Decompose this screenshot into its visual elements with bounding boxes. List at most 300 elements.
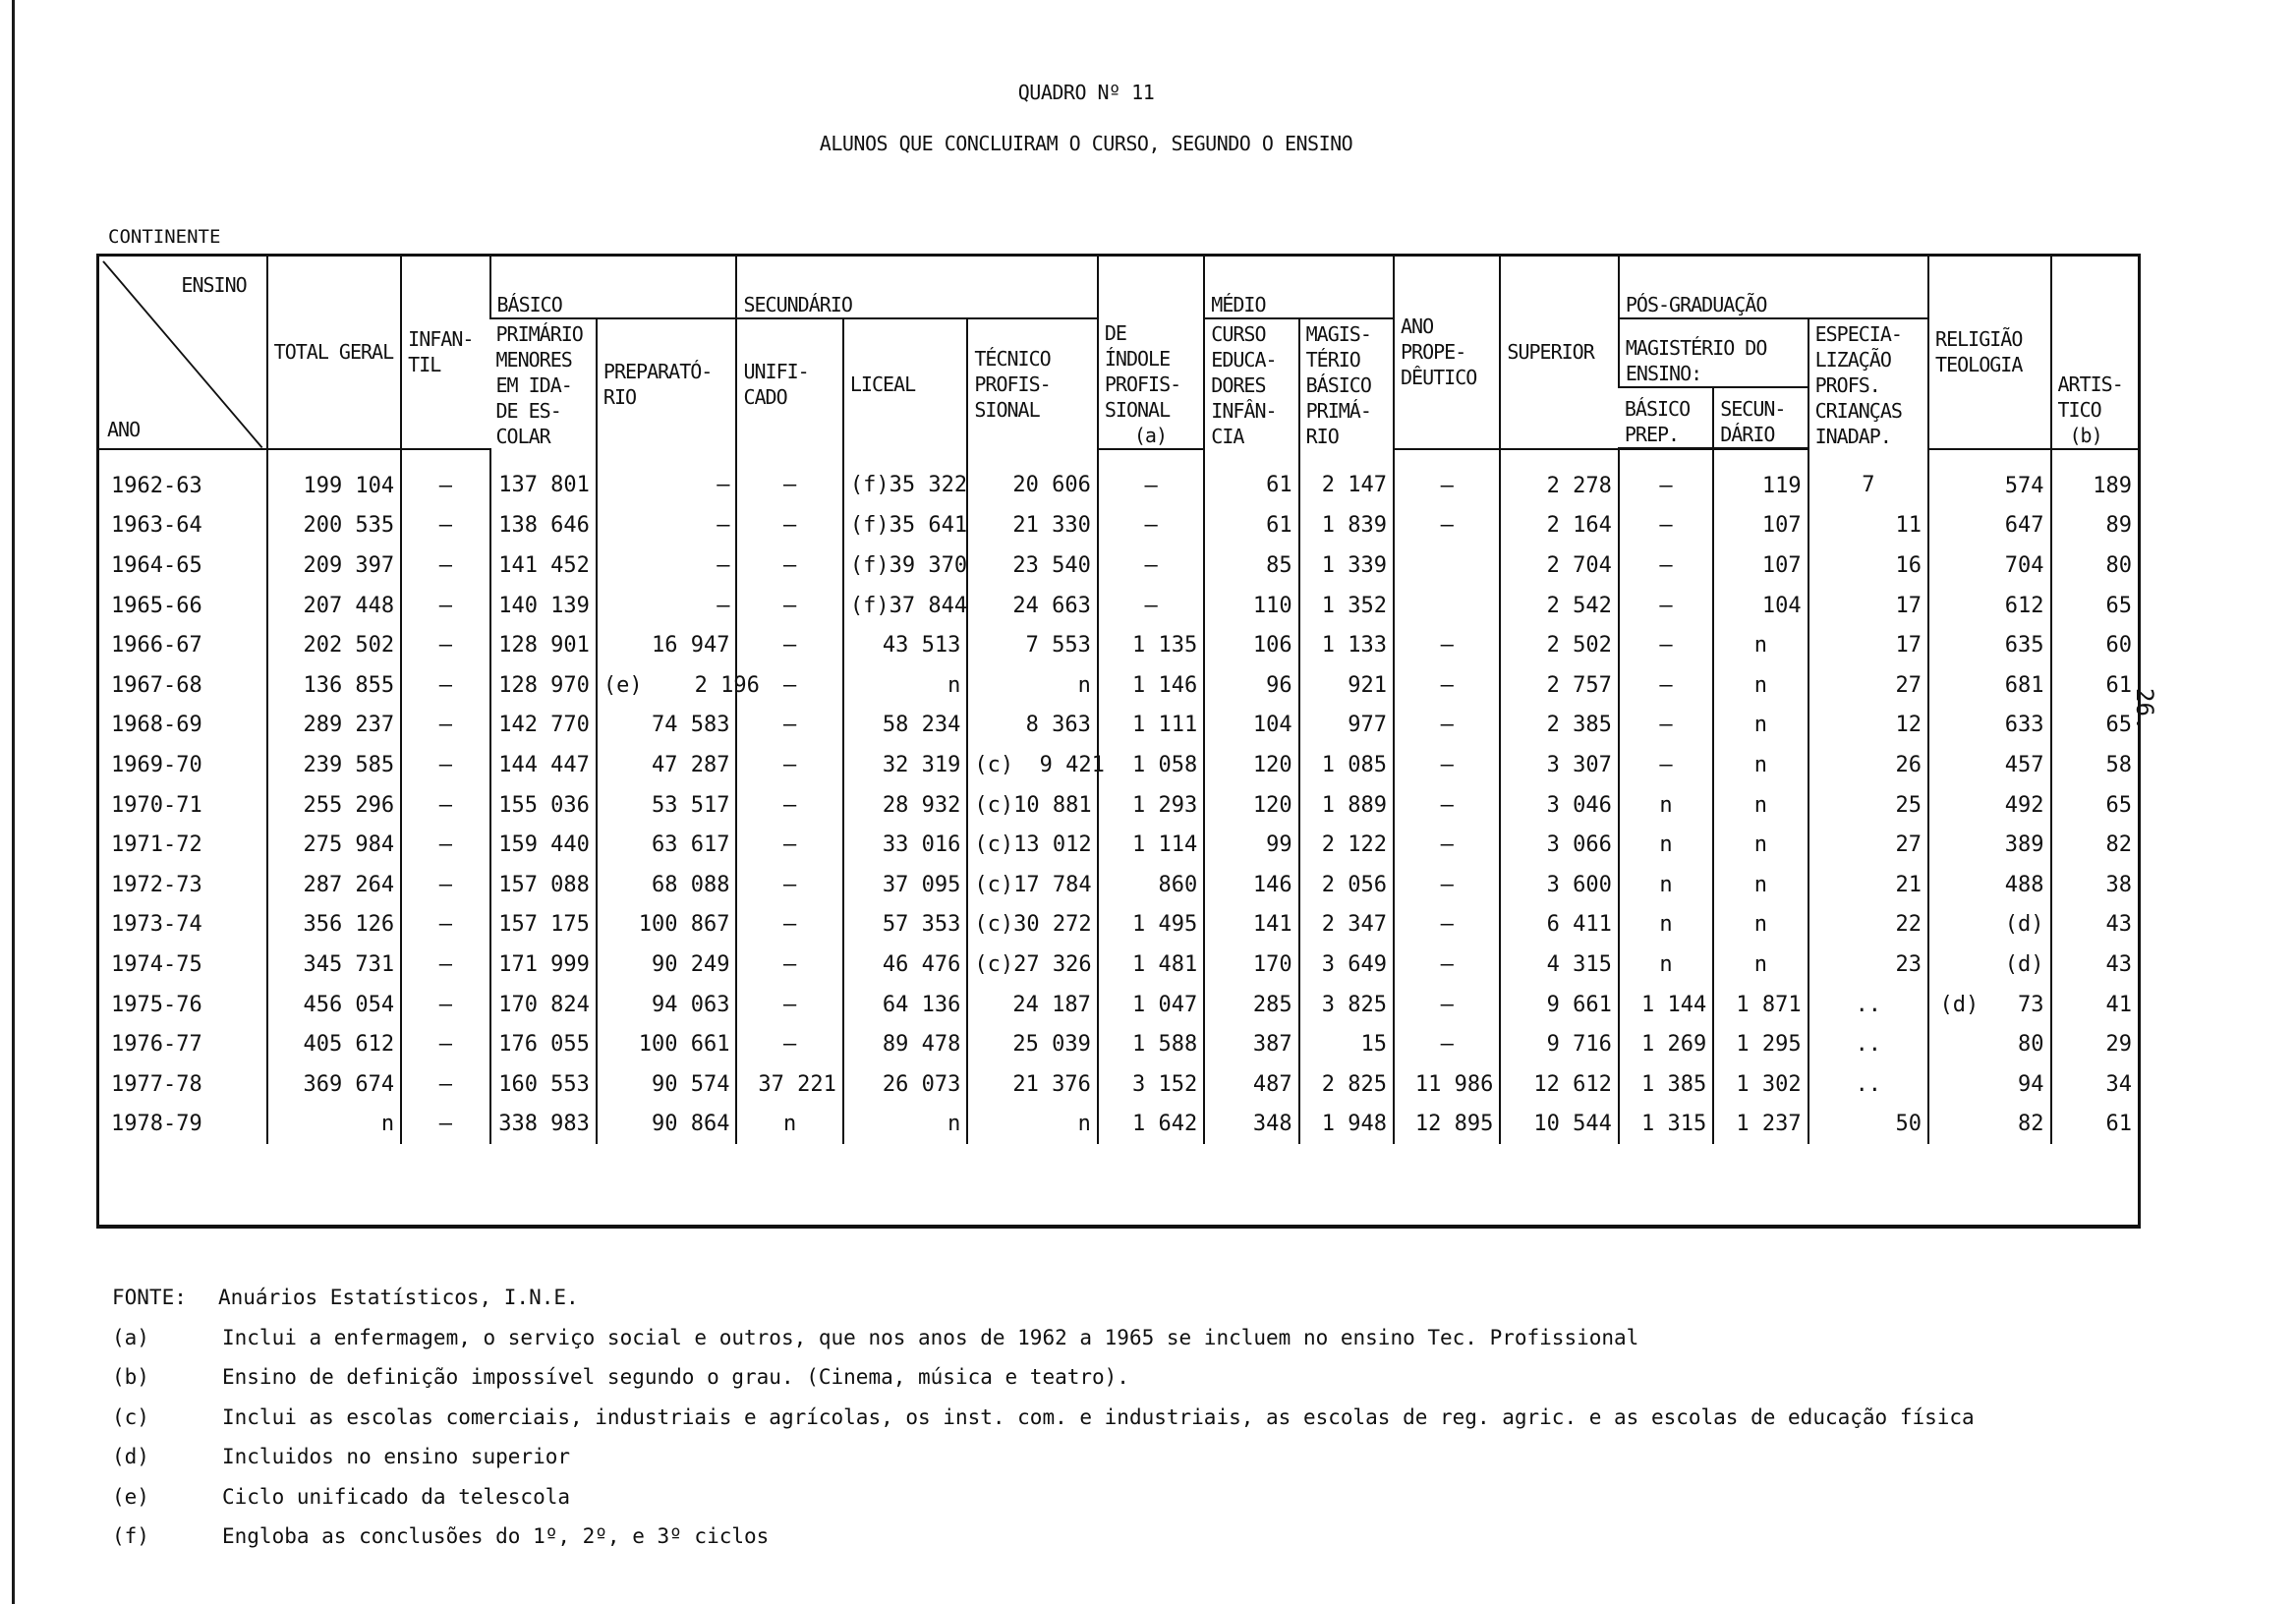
- value-cell: —: [736, 706, 842, 746]
- corner-ano-label: ANO: [107, 417, 141, 441]
- header-basico-primario: PRIMÁRIO MENORES EM IDA-DE ES-COLAR: [495, 321, 583, 448]
- value-cell: —: [401, 785, 489, 826]
- value-cell: 43: [2051, 945, 2138, 985]
- table-row: [99, 545, 2138, 586]
- value-cell: 977: [1299, 706, 1394, 746]
- table-row: [99, 586, 2138, 626]
- value-cell: n: [1713, 865, 1808, 905]
- value-cell: 27: [1808, 825, 1928, 865]
- value-cell: 3 046: [1500, 785, 1618, 826]
- value-cell: 1 315: [1619, 1105, 1713, 1145]
- value-cell: 21 376: [967, 1064, 1098, 1105]
- value-cell: 53 517: [597, 785, 737, 826]
- value-cell: 2 278: [1500, 449, 1618, 506]
- year-cell: 1964-65: [111, 552, 202, 578]
- value-cell: 61: [1204, 506, 1298, 546]
- value-cell: 16: [1808, 545, 1928, 586]
- value-cell: 389: [1928, 825, 2050, 865]
- value-cell: 4 315: [1500, 945, 1618, 985]
- value-cell: 38: [2051, 865, 2138, 905]
- value-cell: 144 447: [490, 745, 597, 785]
- value-cell: —: [401, 449, 489, 506]
- value-cell: —: [736, 785, 842, 826]
- value-cell: —: [1394, 706, 1500, 746]
- header-sec-tecnico: TÉCNICO PROFIS-SIONAL: [967, 318, 1098, 449]
- value-cell: 1 889: [1299, 785, 1394, 826]
- value-cell: 456 054: [267, 985, 402, 1025]
- value-cell: 457: [1928, 745, 2050, 785]
- value-cell: 100 661: [597, 1024, 737, 1064]
- value-cell: 171 999: [490, 945, 597, 985]
- value-cell: 119: [1713, 449, 1808, 506]
- value-cell: 22: [1808, 905, 1928, 945]
- value-cell: 94: [1928, 1064, 2050, 1105]
- value-cell: 58 234: [843, 706, 967, 746]
- table-row: [99, 1064, 2138, 1105]
- value-cell: 207 448: [267, 586, 402, 626]
- value-cell: n: [736, 1105, 842, 1145]
- value-cell: 1 839: [1299, 506, 1394, 546]
- value-cell: —: [1394, 1024, 1500, 1064]
- value-cell: —: [1394, 905, 1500, 945]
- source-note: [112, 1278, 1975, 1318]
- value-cell: 157 175: [490, 905, 597, 945]
- value-cell: 647: [1928, 506, 2050, 546]
- value-cell: 289 237: [267, 706, 402, 746]
- value-cell: n: [1713, 905, 1808, 945]
- year-cell: 1967-68: [111, 672, 202, 698]
- value-cell: n: [1713, 665, 1808, 706]
- value-cell: 11 986: [1394, 1064, 1500, 1105]
- value-cell: 141: [1204, 905, 1298, 945]
- value-cell: —: [401, 1064, 489, 1105]
- value-cell: [1394, 545, 1500, 586]
- value-cell: 170 824: [490, 985, 597, 1025]
- value-cell: 704: [1928, 545, 2050, 586]
- value-cell: n: [1713, 825, 1808, 865]
- value-cell: 33 016: [843, 825, 967, 865]
- value-cell: 34: [2051, 1064, 2138, 1105]
- value-cell: 74 583: [597, 706, 737, 746]
- value-cell: 24 187: [967, 985, 1098, 1025]
- value-cell: 12: [1808, 706, 1928, 746]
- value-cell: —: [597, 506, 737, 546]
- header-medio-magisterio: MAGIS-TÉRIO BÁSICO PRIMÁ-RIO: [1299, 318, 1394, 449]
- value-cell: 26 073: [843, 1064, 967, 1105]
- header-artistico: [2051, 257, 2138, 449]
- header-group-medio: MÉDIO: [1204, 257, 1394, 318]
- header-sec-unificado: UNIFI-CADO: [736, 318, 842, 449]
- header-pos-basico-prep: BÁSICO PREP.: [1619, 387, 1713, 449]
- value-cell: 61: [1204, 449, 1298, 506]
- value-cell: 356 126: [267, 905, 402, 945]
- value-cell: (c)30 272: [967, 905, 1098, 945]
- table-row: [99, 785, 2138, 826]
- value-cell: —: [1394, 449, 1500, 506]
- value-cell: —: [1394, 865, 1500, 905]
- value-cell: 85: [1204, 545, 1298, 586]
- table-row: [99, 665, 2138, 706]
- value-cell: —: [1619, 449, 1713, 506]
- value-cell: 633: [1928, 706, 2050, 746]
- value-cell: 60: [2051, 625, 2138, 665]
- value-cell: 1 058: [1098, 745, 1204, 785]
- value-cell: 1 295: [1713, 1024, 1808, 1064]
- region-label: CONTINENTE: [108, 226, 221, 248]
- value-cell: —: [736, 905, 842, 945]
- value-cell: 860: [1098, 865, 1204, 905]
- header-pos-magisterio: MAGISTÉRIO DO ENSINO:: [1619, 318, 1808, 387]
- value-cell: 141 452: [490, 545, 597, 586]
- value-cell: —: [401, 506, 489, 546]
- value-cell: —: [1098, 586, 1204, 626]
- value-cell: —: [1098, 506, 1204, 546]
- value-cell: 25 039: [967, 1024, 1098, 1064]
- value-cell: 255 296: [267, 785, 402, 826]
- footnote-e: (e) Ciclo unificado da telescola: [112, 1484, 571, 1509]
- value-cell: 1 144: [1619, 985, 1713, 1025]
- value-cell: 65: [2051, 586, 2138, 626]
- value-cell: 27: [1808, 665, 1928, 706]
- value-cell: 1 085: [1299, 745, 1394, 785]
- value-cell: 47 287: [597, 745, 737, 785]
- value-cell: 94 063: [597, 985, 737, 1025]
- value-cell: 2 704: [1500, 545, 1618, 586]
- header-pos-secundario: SECUN-DÁRIO: [1713, 387, 1808, 449]
- value-cell: 6 411: [1500, 905, 1618, 945]
- corner-ensino-label: ENSINO: [181, 273, 247, 297]
- value-cell: 1 135: [1098, 625, 1204, 665]
- value-cell: 142 770: [490, 706, 597, 746]
- value-cell: 2 122: [1299, 825, 1394, 865]
- value-cell: 12 612: [1500, 1064, 1618, 1105]
- value-cell: —: [736, 586, 842, 626]
- value-cell: —: [736, 825, 842, 865]
- year-cell: 1977-78: [111, 1071, 202, 1097]
- value-cell: —: [1619, 706, 1713, 746]
- value-cell: (c)17 784: [967, 865, 1098, 905]
- value-cell: 199 104: [267, 449, 402, 506]
- value-cell: 61: [2051, 1105, 2138, 1145]
- value-cell: —: [1098, 449, 1204, 506]
- value-cell: 487: [1204, 1064, 1298, 1105]
- value-cell: 574: [1928, 449, 2050, 506]
- value-cell: 138 646: [490, 506, 597, 546]
- header-pos-especializacao: ESPECIA-LIZAÇÃO PROFS. CRIANÇAS INADAP.: [1808, 318, 1928, 449]
- value-cell: 57 353: [843, 905, 967, 945]
- value-cell: (c)13 012: [967, 825, 1098, 865]
- year-cell: 1970-71: [111, 792, 202, 818]
- value-cell: 2 164: [1500, 506, 1618, 546]
- statistics-table: [96, 254, 2141, 1229]
- value-cell: 23: [1808, 945, 1928, 985]
- graduates-table: [99, 257, 2138, 1144]
- value-cell: 99: [1204, 825, 1298, 865]
- value-cell: 146: [1204, 865, 1298, 905]
- value-cell: 137 801: [490, 449, 597, 506]
- value-cell: 17: [1808, 625, 1928, 665]
- header-corner: [99, 257, 267, 449]
- value-cell: 921: [1299, 665, 1394, 706]
- value-cell: 170: [1204, 945, 1298, 985]
- value-cell: 1 871: [1713, 985, 1808, 1025]
- value-cell: 285: [1204, 985, 1298, 1025]
- value-cell: 189: [2051, 449, 2138, 506]
- value-cell: 200 535: [267, 506, 402, 546]
- value-cell: n: [267, 1105, 402, 1145]
- value-cell: 32 319: [843, 745, 967, 785]
- table-row: [99, 825, 2138, 865]
- value-cell: 2 147: [1299, 449, 1394, 506]
- value-cell: 128 901: [490, 625, 597, 665]
- value-cell: 26: [1808, 745, 1928, 785]
- value-cell: 3 066: [1500, 825, 1618, 865]
- value-cell: 21 330: [967, 506, 1098, 546]
- value-cell: 1 269: [1619, 1024, 1713, 1064]
- table-row: [99, 1105, 2138, 1145]
- value-cell: —: [736, 545, 842, 586]
- value-cell: 58: [2051, 745, 2138, 785]
- value-cell: 209 397: [267, 545, 402, 586]
- value-cell: —: [1098, 545, 1204, 586]
- value-cell: 1 352: [1299, 586, 1394, 626]
- value-cell: 43: [2051, 905, 2138, 945]
- value-cell: —: [736, 985, 842, 1025]
- value-cell: 1 495: [1098, 905, 1204, 945]
- value-cell: 120: [1204, 785, 1298, 826]
- value-cell: —: [1619, 545, 1713, 586]
- header-total-geral: TOTAL GERAL: [267, 257, 402, 449]
- artistico-label: ARTIS-TICO: [2057, 372, 2123, 422]
- value-cell: 24 663: [967, 586, 1098, 626]
- value-cell: —: [401, 985, 489, 1025]
- value-cell: n: [1713, 785, 1808, 826]
- value-cell: 107: [1713, 506, 1808, 546]
- year-cell: 1972-73: [111, 872, 202, 897]
- table-subtitle: ALUNOS QUE CONCLUIRAM O CURSO, SEGUNDO O ENSINO: [819, 132, 1353, 155]
- value-cell: —: [401, 706, 489, 746]
- value-cell: n: [967, 1105, 1098, 1145]
- value-cell: —: [401, 1024, 489, 1064]
- value-cell: ..: [1808, 985, 1928, 1025]
- value-cell: 25: [1808, 785, 1928, 826]
- year-cell: 1975-76: [111, 992, 202, 1017]
- value-cell: 90 574: [597, 1064, 737, 1105]
- value-cell: 1 385: [1619, 1064, 1713, 1105]
- value-cell: —: [1394, 506, 1500, 546]
- value-cell: —: [401, 545, 489, 586]
- source-text: Anuários Estatísticos, I.N.E.: [218, 1286, 579, 1309]
- table-body: [99, 449, 2138, 1145]
- value-cell: 10 544: [1500, 1105, 1618, 1145]
- value-cell: 369 674: [267, 1064, 402, 1105]
- value-cell: (c) 9 421: [967, 745, 1098, 785]
- value-cell: 11: [1808, 506, 1928, 546]
- value-cell: 23 540: [967, 545, 1098, 586]
- value-cell: 50: [1808, 1105, 1928, 1145]
- value-cell: —: [1619, 506, 1713, 546]
- value-cell: —: [401, 825, 489, 865]
- value-cell: —: [401, 625, 489, 665]
- year-cell: 1966-67: [111, 633, 202, 659]
- value-cell: 155 036: [490, 785, 597, 826]
- value-cell: 2 542: [1500, 586, 1618, 626]
- value-cell: 17: [1808, 586, 1928, 626]
- value-cell: 106: [1204, 625, 1298, 665]
- value-cell: 89 478: [843, 1024, 967, 1064]
- value-cell: 63 617: [597, 825, 737, 865]
- value-cell: n: [1619, 865, 1713, 905]
- value-cell: 2 385: [1500, 706, 1618, 746]
- year-cell: 1973-74: [111, 912, 202, 938]
- value-cell: 160 553: [490, 1064, 597, 1105]
- value-cell: ..: [1808, 1064, 1928, 1105]
- value-cell: 1 133: [1299, 625, 1394, 665]
- value-cell: 16 947: [597, 625, 737, 665]
- value-cell: 80: [1928, 1024, 2050, 1064]
- value-cell: 29: [2051, 1024, 2138, 1064]
- value-cell: n: [967, 665, 1098, 706]
- indole-label: DE ÍNDOLE PROFIS-SIONAL: [1104, 320, 1181, 422]
- footnotes: [112, 1278, 1975, 1557]
- value-cell: 612: [1928, 586, 2050, 626]
- value-cell: 1 339: [1299, 545, 1394, 586]
- value-cell: —: [401, 745, 489, 785]
- value-cell: (e) 2 196: [597, 665, 737, 706]
- value-cell: (f)35 641: [843, 506, 967, 546]
- footnote-c: (c) Inclui as escolas comerciais, industriais e agrícolas, os inst. com. e industriais, as escolas de reg. agric. e as escolas de educação física: [112, 1404, 1975, 1429]
- value-cell: 1 642: [1098, 1105, 1204, 1145]
- value-cell: 287 264: [267, 865, 402, 905]
- value-cell: —: [1394, 985, 1500, 1025]
- value-cell: 348: [1204, 1105, 1298, 1145]
- value-cell: (c)10 881: [967, 785, 1098, 826]
- value-cell: —: [736, 945, 842, 985]
- value-cell: 28 932: [843, 785, 967, 826]
- value-cell: 176 055: [490, 1024, 597, 1064]
- value-cell: —: [736, 865, 842, 905]
- year-cell: 1968-69: [111, 713, 202, 738]
- value-cell: —: [1394, 945, 1500, 985]
- value-cell: 488: [1928, 865, 2050, 905]
- value-cell: —: [597, 545, 737, 586]
- table-row: [99, 506, 2138, 546]
- value-cell: 7: [1808, 449, 1928, 506]
- year-cell: 1969-70: [111, 752, 202, 777]
- value-cell: 3 600: [1500, 865, 1618, 905]
- year-cell: 1974-75: [111, 951, 202, 977]
- year-cell: 1963-64: [111, 513, 202, 539]
- value-cell: 7 553: [967, 625, 1098, 665]
- value-cell: 61: [2051, 665, 2138, 706]
- header-religiao-teologia: RELIGIÃO TEOLOGIA: [1928, 257, 2050, 449]
- value-cell: 65: [2051, 706, 2138, 746]
- table-row: [99, 745, 2138, 785]
- table-row: [99, 1024, 2138, 1064]
- value-cell: 12 895: [1394, 1105, 1500, 1145]
- value-cell: 1 293: [1098, 785, 1204, 826]
- header-ano-propedeutico: ANO PROPE-DÊUTICO: [1394, 257, 1500, 449]
- value-cell: n: [1713, 945, 1808, 985]
- header-indole-profissional: [1098, 257, 1204, 449]
- value-cell: —: [736, 625, 842, 665]
- indole-note: (a): [1133, 423, 1167, 447]
- value-cell: 202 502: [267, 625, 402, 665]
- value-cell: 492: [1928, 785, 2050, 826]
- value-cell: 100 867: [597, 905, 737, 945]
- value-cell: 1 146: [1098, 665, 1204, 706]
- value-cell: 2 502: [1500, 625, 1618, 665]
- year-cell: 1965-66: [111, 593, 202, 618]
- value-cell: 1 111: [1098, 706, 1204, 746]
- table-row: [99, 865, 2138, 905]
- value-cell: (d): [1928, 905, 2050, 945]
- table-row: [99, 985, 2138, 1025]
- value-cell: 90 249: [597, 945, 737, 985]
- value-cell: —: [736, 1024, 842, 1064]
- value-cell: 387: [1204, 1024, 1298, 1064]
- header-sec-liceal: LICEAL: [843, 318, 967, 449]
- value-cell: n: [1619, 905, 1713, 945]
- value-cell: 68 088: [597, 865, 737, 905]
- value-cell: 8 363: [967, 706, 1098, 746]
- value-cell: 89: [2051, 506, 2138, 546]
- header-group-pos-graduacao: PÓS-GRADUAÇÃO: [1619, 257, 1928, 318]
- value-cell: 21: [1808, 865, 1928, 905]
- value-cell: —: [1619, 745, 1713, 785]
- value-cell: 1 948: [1299, 1105, 1394, 1145]
- value-cell: 90 864: [597, 1105, 737, 1145]
- value-cell: —: [401, 586, 489, 626]
- footnote-a: (a) Inclui a enfermagem, o serviço social e outros, que nos anos de 1962 a 1965 se incluem no ensino Tec. Profissional: [112, 1325, 1639, 1349]
- value-cell: —: [401, 945, 489, 985]
- value-cell: (c)27 326: [967, 945, 1098, 985]
- value-cell: —: [597, 586, 737, 626]
- table-row: [99, 905, 2138, 945]
- value-cell: 37 095: [843, 865, 967, 905]
- value-cell: 110: [1204, 586, 1298, 626]
- table-row: [99, 625, 2138, 665]
- header-basico-preparatorio: PREPARATÓ-RIO: [597, 318, 737, 449]
- table-number-title: QUADRO Nº 11: [1017, 81, 1155, 104]
- value-cell: —: [1619, 665, 1713, 706]
- value-cell: n: [1619, 945, 1713, 985]
- value-cell: 104: [1204, 706, 1298, 746]
- footnote-d: (d) Incluidos no ensino superior: [112, 1445, 571, 1468]
- value-cell: 681: [1928, 665, 2050, 706]
- value-cell: 2 056: [1299, 865, 1394, 905]
- header-group-basico: BÁSICO: [490, 257, 737, 318]
- value-cell: (f)39 370: [843, 545, 967, 586]
- value-cell: —: [1394, 825, 1500, 865]
- value-cell: 2 347: [1299, 905, 1394, 945]
- value-cell: —: [1619, 586, 1713, 626]
- value-cell: 128 970: [490, 665, 597, 706]
- value-cell: 239 585: [267, 745, 402, 785]
- value-cell: (f)35 322: [843, 449, 967, 506]
- value-cell: (f)37 844: [843, 586, 967, 626]
- value-cell: —: [1394, 745, 1500, 785]
- value-cell: —: [401, 1105, 489, 1145]
- value-cell: 80: [2051, 545, 2138, 586]
- value-cell: n: [1713, 745, 1808, 785]
- value-cell: 82: [1928, 1105, 2050, 1145]
- header-group-secundario: SECUNDÁRIO: [736, 257, 1097, 318]
- value-cell: 20 606: [967, 449, 1098, 506]
- value-cell: 338 983: [490, 1105, 597, 1145]
- value-cell: 15: [1299, 1024, 1394, 1064]
- value-cell: 1 588: [1098, 1024, 1204, 1064]
